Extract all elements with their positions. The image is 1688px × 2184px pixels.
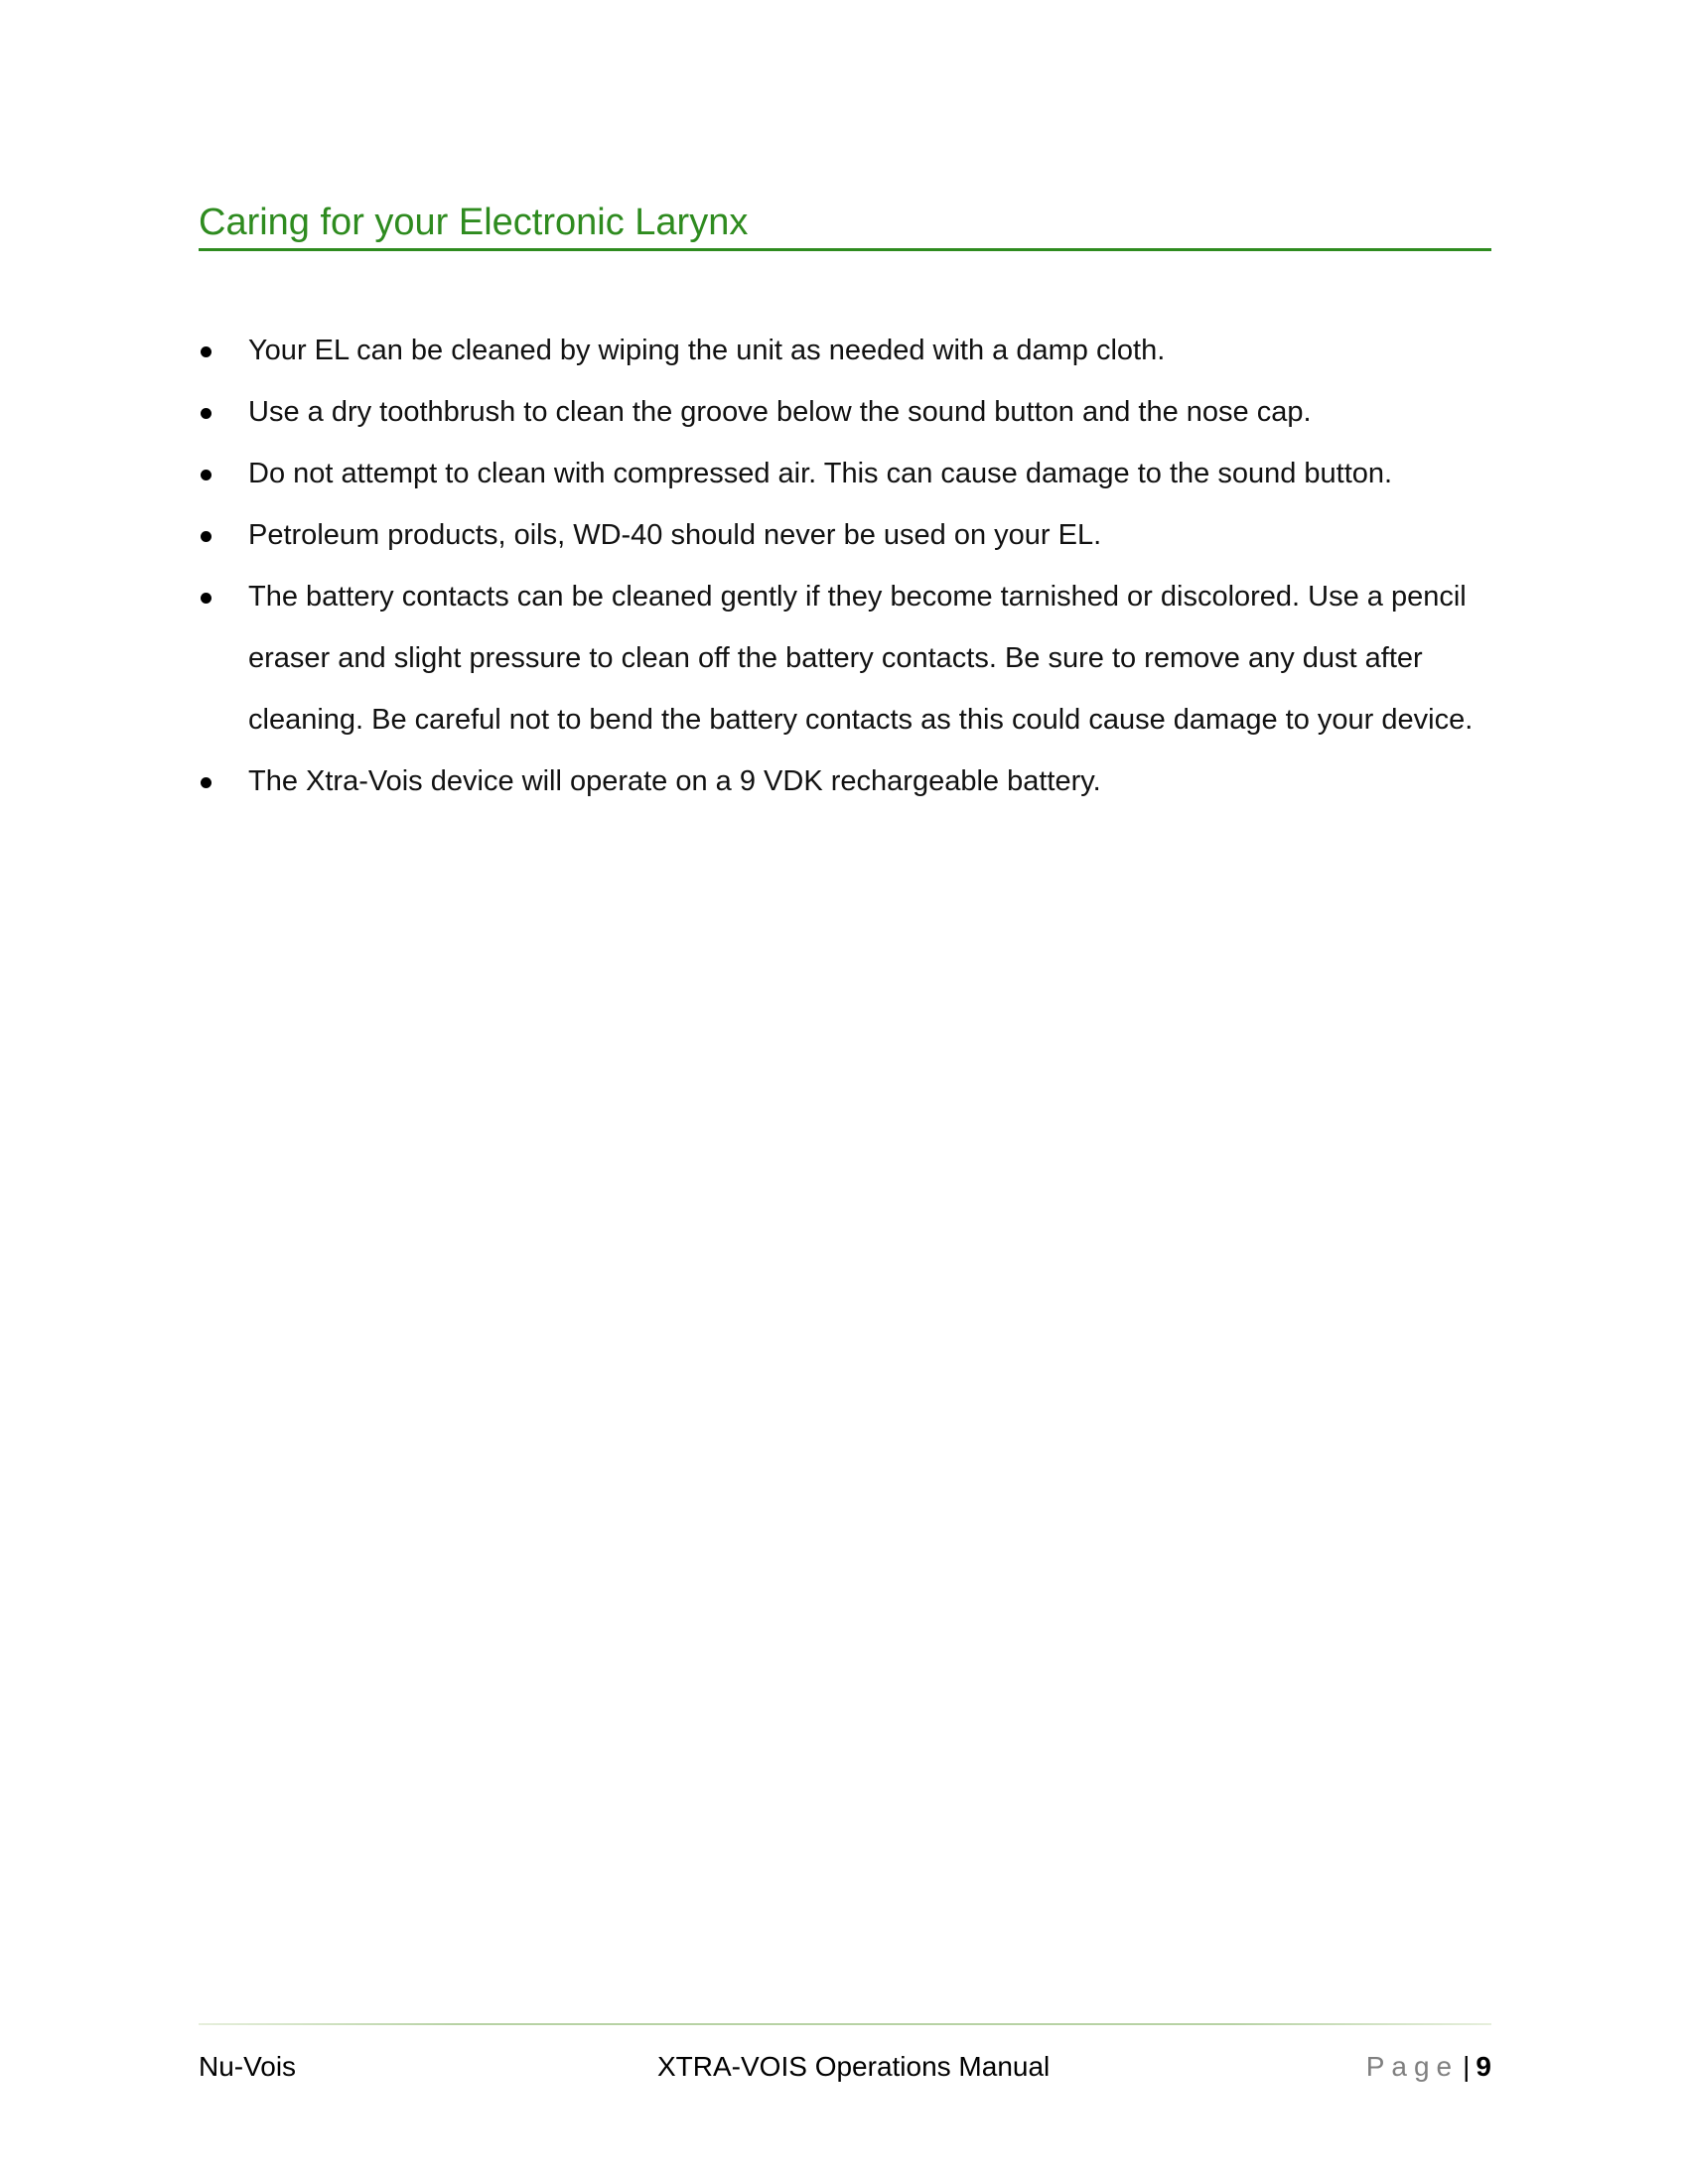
list-item-text: The battery contacts can be cleaned gently if they become tarnished or discolored. Use a pencil eraser and slight pressure to clean off the battery contacts. Be sure to remove any dust after cleaning. Be careful not to bend the battery contacts as this could cause damage to your device. [248,581,1474,736]
bullet-icon [201,470,211,480]
page-footer [199,2047,1491,2087]
bullet-icon [201,346,211,357]
footer-page-indicator [1366,2047,1491,2087]
section-heading: Caring for your Electronic Larynx [199,199,1491,251]
bullet-icon [201,777,211,788]
bullet-icon [201,408,211,419]
list-item [199,504,1491,566]
list-item [199,566,1491,751]
list-item [199,443,1491,504]
list-item-text: Use a dry toothbrush to clean the groove below the sound button and the nose cap. [248,396,1312,428]
bullet-list [199,320,1491,812]
page-number: 9 [1476,2051,1491,2082]
page-separator: | [1463,2051,1471,2082]
footer-document-title: XTRA-VOIS Operations Manual [657,2051,1051,2082]
bullet-icon [201,593,211,604]
list-item-text: Your EL can be cleaned by wiping the unit as needed with a damp cloth. [248,335,1166,366]
footer-company: Nu-Vois [199,2051,297,2082]
list-item-text: The Xtra-Vois device will operate on a 9 VDK rechargeable battery. [248,765,1101,797]
bullet-icon [201,531,211,542]
list-item-text: Petroleum products, oils, WD-40 should never be used on your EL. [248,519,1102,551]
list-item [199,320,1491,381]
list-item [199,751,1491,812]
footer-divider [199,2023,1491,2025]
page-label: Page [1365,2051,1460,2082]
list-item [199,381,1491,443]
list-item-text: Do not attempt to clean with compressed air. This can cause damage to the sound button. [248,458,1393,489]
